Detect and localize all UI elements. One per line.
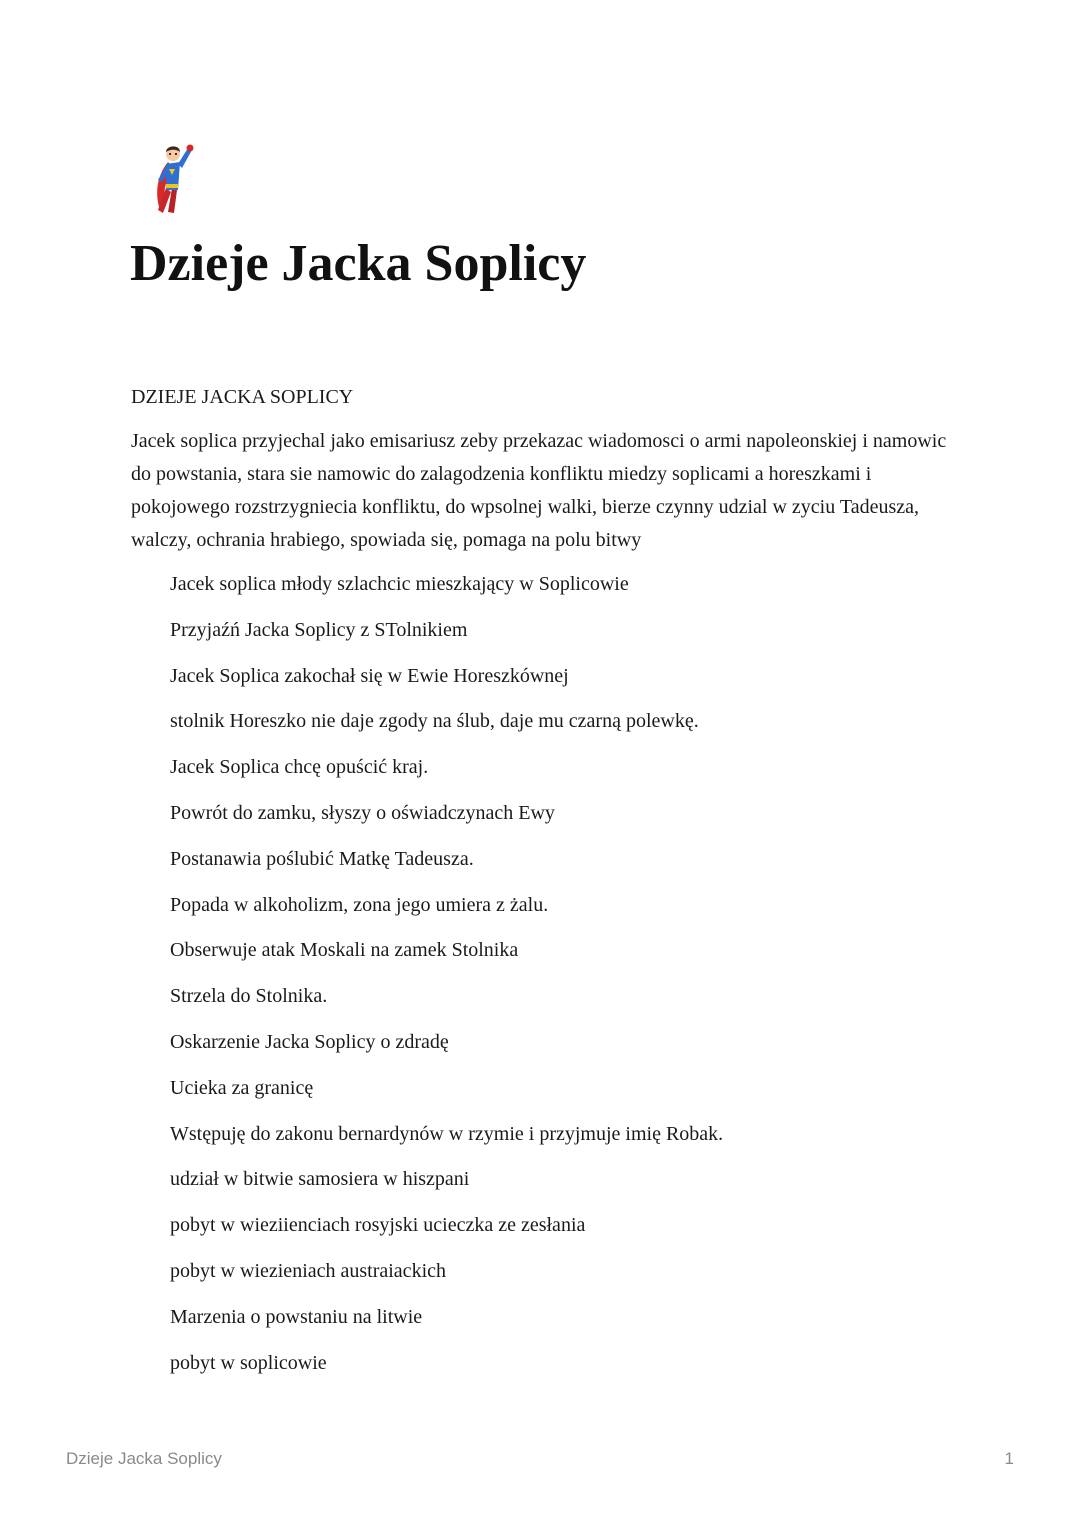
list-item-text: pobyt w soplicowie (170, 1351, 327, 1374)
section-heading: DZIEJE JACKA SOPLICY (131, 386, 354, 408)
list-item-text: Jacek soplica młody szlachcic mieszkający w Soplicowie (170, 573, 629, 595)
footer-document-title: Dzieje Jacka Soplicy (66, 1449, 222, 1468)
document-title: Dzieje Jacka Soplicy (130, 235, 587, 292)
footer-page-number: 1 (1004, 1449, 1014, 1468)
list-item-text: Strzela do Stolnika. (170, 985, 328, 1008)
list-item-text: Oskarzenie Jacka Soplicy o zdradę (170, 1030, 449, 1053)
superhero-icon (148, 140, 196, 220)
list-item-text: udział w bitwie samosiera w hiszpani (170, 1168, 470, 1191)
intro-paragraph: Jacek soplica przyjechal jako emisariusz zeby przekazac wiadomosci o armi napoleonskiej i namowic do powstania, stara sie namowic do zalagodzenia konfliktu miedzy soplicami a horeszkami i pokojowego rozstrzygniecia konfliktu, do wpsolnej walki, bierze czynny udzial w zyciu Tadeusza, walczy, ochrania hrabiego, spowiada się, pomaga na polu bitwy (131, 430, 947, 551)
list-item-text: Powrót do zamku, słyszy o oświadczynach Ewy (170, 801, 555, 824)
list-item-text: Popada w alkoholizm, zona jego umiera z żalu. (170, 893, 549, 916)
list-item-text: Przyjaźń Jacka Soplicy z STolnikiem (170, 618, 468, 641)
list-item-text: Obserwuje atak Moskali na zamek Stolnika (170, 939, 519, 962)
list-item-text: Ucieka za granicę (170, 1076, 314, 1099)
list-item-text: Jacek Soplica chcę opuścić kraj. (170, 756, 429, 779)
list-item-text: Jacek Soplica zakochał się w Ewie Horeszkównej (170, 664, 569, 687)
list-item-text: pobyt w wieziienciach rosyjski ucieczka ze zesłania (170, 1214, 586, 1237)
list-item-text: Wstępuję do zakonu bernardynów w rzymie i przyjmuje imię Robak. (170, 1122, 724, 1145)
list-item-text: stolnik Horeszko nie daje zgody na ślub, daje mu czarną polewkę. (170, 710, 699, 733)
list-item-text: Marzenia o powstaniu na litwie (170, 1305, 423, 1328)
list-item-text: Postanawia poślubić Matkę Tadeusza. (170, 847, 474, 870)
list-item-text: pobyt w wiezieniach austraiackich (170, 1259, 446, 1282)
